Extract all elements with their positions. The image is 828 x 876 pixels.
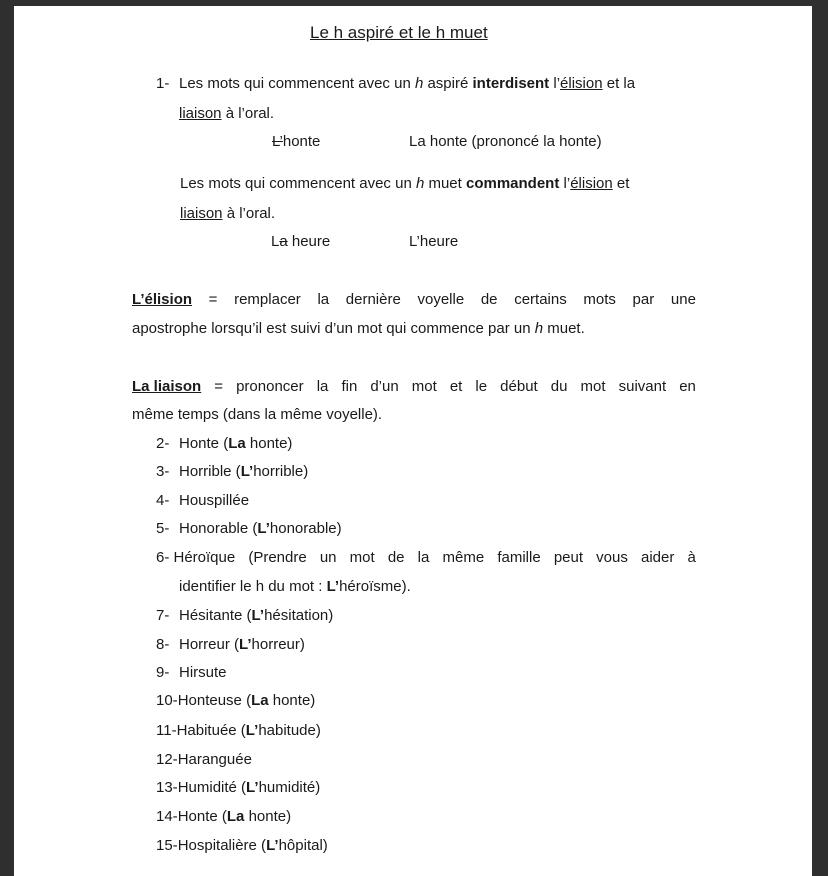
example-muet-right: L’heure bbox=[409, 233, 459, 250]
list-item-6-line-1: 6- Héroïque (Prendre un mot de la même famille peut vous aider à bbox=[156, 549, 696, 566]
list-item: 2- Honte (La honte) bbox=[156, 435, 293, 452]
list-item: 12-Haranguée bbox=[156, 751, 252, 768]
list-item: 13-Humidité (L’humidité) bbox=[156, 779, 321, 796]
point-1b-line-2: liaison à l’oral. bbox=[180, 205, 276, 222]
definition-liaison-term: La liaison bbox=[132, 378, 202, 395]
point-1-number: 1- bbox=[156, 75, 170, 92]
list-item: 8- Horreur (L’horreur) bbox=[156, 636, 305, 653]
list-item: 10-Honteuse (La honte) bbox=[156, 692, 316, 709]
definition-elision-line-2: apostrophe lorsqu’il est suivi d’un mot qui commence par un h muet. bbox=[132, 320, 585, 337]
document-page bbox=[14, 6, 812, 876]
definition-liaison-line-2: même temps (dans la même voyelle). bbox=[132, 406, 383, 423]
list-item-6-line-2: identifier le h du mot : L’héroïsme). bbox=[179, 578, 411, 595]
definition-liaison-line-1: La liaison = prononcer la fin d’un mot et le début du mot suivant en bbox=[132, 378, 696, 395]
list-item: 14-Honte (La honte) bbox=[156, 808, 292, 825]
list-item: 3- Horrible (L’horrible) bbox=[156, 463, 309, 480]
list-item: 7- Hésitante (L’hésitation) bbox=[156, 607, 334, 624]
point-1-line-2: liaison à l’oral. bbox=[179, 105, 275, 122]
example-muet-wrong: La heure bbox=[271, 233, 331, 250]
list-item: 4- Houspillée bbox=[156, 492, 250, 509]
definition-elision-term: L’élision bbox=[132, 291, 193, 308]
definition-elision-line-1: L’élision = remplacer la dernière voyelle de certains mots par une bbox=[132, 291, 696, 308]
point-1-line-1: Les mots qui commencent avec un h aspiré interdisent l’élision et la bbox=[179, 75, 636, 92]
list-item: 9- Hirsute bbox=[156, 664, 227, 681]
list-item: 11-Habituée (L’habitude) bbox=[156, 722, 321, 739]
list-item: 5- Honorable (L’honorable) bbox=[156, 520, 342, 537]
example-aspire-right: La honte (prononcé la honte) bbox=[409, 133, 602, 150]
point-1b-line-1: Les mots qui commencent avec un h muet commandent l’élision et bbox=[180, 175, 630, 192]
document-title: Le h aspiré et le h muet bbox=[310, 23, 488, 42]
list-item: 15-Hospitalière (L’hôpital) bbox=[156, 837, 328, 854]
example-aspire-wrong: L’honte bbox=[272, 133, 321, 150]
